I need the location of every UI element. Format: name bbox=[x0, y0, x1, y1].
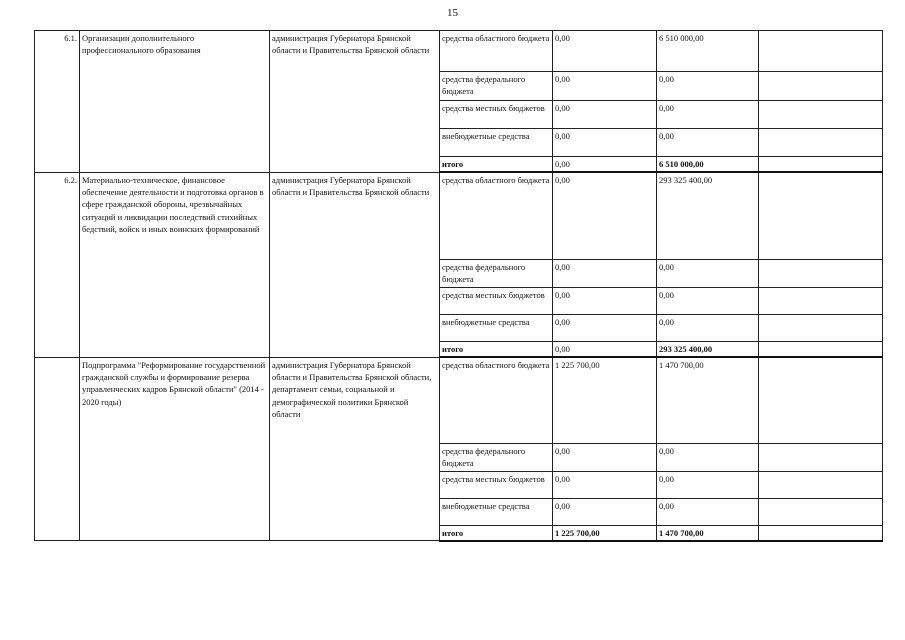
value-cell: 0,00 bbox=[657, 498, 759, 525]
value-cell: 0,00 bbox=[553, 287, 657, 314]
value-cell: 0,00 bbox=[657, 259, 759, 287]
page-number: 15 bbox=[447, 7, 458, 19]
funding-source: средства областного бюджета bbox=[440, 172, 553, 259]
table-row bbox=[35, 172, 883, 259]
value-cell: 0,00 bbox=[553, 259, 657, 287]
value-cell: 6 510 000,00 bbox=[657, 31, 759, 72]
empty-cell bbox=[759, 259, 883, 287]
value-cell: 0,00 bbox=[657, 471, 759, 498]
funding-source: средства местных бюджетов bbox=[440, 471, 553, 498]
item-number bbox=[35, 357, 80, 541]
value-cell: 0,00 bbox=[657, 443, 759, 471]
total-value: 293 325 400,00 bbox=[657, 341, 759, 357]
total-value: 0,00 bbox=[553, 341, 657, 357]
value-cell: 293 325 400,00 bbox=[657, 172, 759, 259]
total-value: 1 470 700,00 bbox=[657, 525, 759, 541]
item-executor: администрация Губернатора Брянской области и Правительства Брянской области bbox=[270, 172, 440, 357]
funding-source: средства федерального бюджета bbox=[440, 72, 553, 101]
funding-source: средства местных бюджетов bbox=[440, 101, 553, 129]
value-cell: 0,00 bbox=[657, 287, 759, 314]
value-cell: 0,00 bbox=[657, 101, 759, 129]
total-value: 6 510 000,00 bbox=[657, 157, 759, 173]
value-cell: 1 470 700,00 bbox=[657, 357, 759, 443]
funding-source: внебюджетные средства bbox=[440, 314, 553, 341]
total-value: 1 225 700,00 bbox=[553, 525, 657, 541]
empty-cell bbox=[759, 101, 883, 129]
value-cell: 0,00 bbox=[657, 72, 759, 101]
value-cell: 0,00 bbox=[553, 172, 657, 259]
funding-source: внебюджетные средства bbox=[440, 129, 553, 157]
empty-cell bbox=[759, 341, 883, 357]
item-name: Организации дополнительного профессионального образования bbox=[80, 31, 270, 173]
empty-cell bbox=[759, 31, 883, 72]
empty-cell bbox=[759, 287, 883, 314]
value-cell: 0,00 bbox=[657, 314, 759, 341]
total-label: итого bbox=[440, 341, 553, 357]
empty-cell bbox=[759, 357, 883, 443]
funding-source: средства местных бюджетов bbox=[440, 287, 553, 314]
item-name: Подпрограмма "Реформирование государственной гражданской службы и формирование резерва управленческих кадров Брянской области" (2014 - 2020 годы) bbox=[80, 357, 270, 541]
value-cell: 0,00 bbox=[553, 129, 657, 157]
empty-cell bbox=[759, 72, 883, 101]
funding-source: средства областного бюджета bbox=[440, 31, 553, 72]
empty-cell bbox=[759, 129, 883, 157]
funding-source: средства областного бюджета bbox=[440, 357, 553, 443]
total-label: итого bbox=[440, 525, 553, 541]
item-executor: администрация Губернатора Брянской области и Правительства Брянской области bbox=[270, 31, 440, 173]
item-name: Материально-техническое, финансовое обеспечение деятельности и подготовка органов в сфере гражданской обороны, чрезвычайных ситуаций и ликвидации последствий стихийных бедствий, войск и иных воинских формирований bbox=[80, 172, 270, 357]
total-value: 0,00 bbox=[553, 157, 657, 173]
budget-table bbox=[34, 30, 883, 542]
empty-cell bbox=[759, 471, 883, 498]
value-cell: 0,00 bbox=[553, 498, 657, 525]
item-executor: администрация Губернатора Брянской области и Правительства Брянской области, департамент семьи, социальной и демографической политики Брянской области bbox=[270, 357, 440, 541]
value-cell: 0,00 bbox=[657, 129, 759, 157]
empty-cell bbox=[759, 314, 883, 341]
funding-source: средства федерального бюджета bbox=[440, 259, 553, 287]
empty-cell bbox=[759, 443, 883, 471]
value-cell: 1 225 700,00 bbox=[553, 357, 657, 443]
empty-cell bbox=[759, 172, 883, 259]
table-row bbox=[35, 31, 883, 72]
value-cell: 0,00 bbox=[553, 72, 657, 101]
empty-cell bbox=[759, 498, 883, 525]
value-cell: 0,00 bbox=[553, 471, 657, 498]
table-row bbox=[35, 357, 883, 443]
item-number: 6.2. bbox=[35, 172, 80, 357]
value-cell: 0,00 bbox=[553, 101, 657, 129]
total-label: итого bbox=[440, 157, 553, 173]
empty-cell bbox=[759, 525, 883, 541]
value-cell: 0,00 bbox=[553, 314, 657, 341]
value-cell: 0,00 bbox=[553, 443, 657, 471]
funding-source: внебюджетные средства bbox=[440, 498, 553, 525]
value-cell: 0,00 bbox=[553, 31, 657, 72]
empty-cell bbox=[759, 157, 883, 173]
item-number: 6.1. bbox=[35, 31, 80, 173]
funding-source: средства федерального бюджета bbox=[440, 443, 553, 471]
